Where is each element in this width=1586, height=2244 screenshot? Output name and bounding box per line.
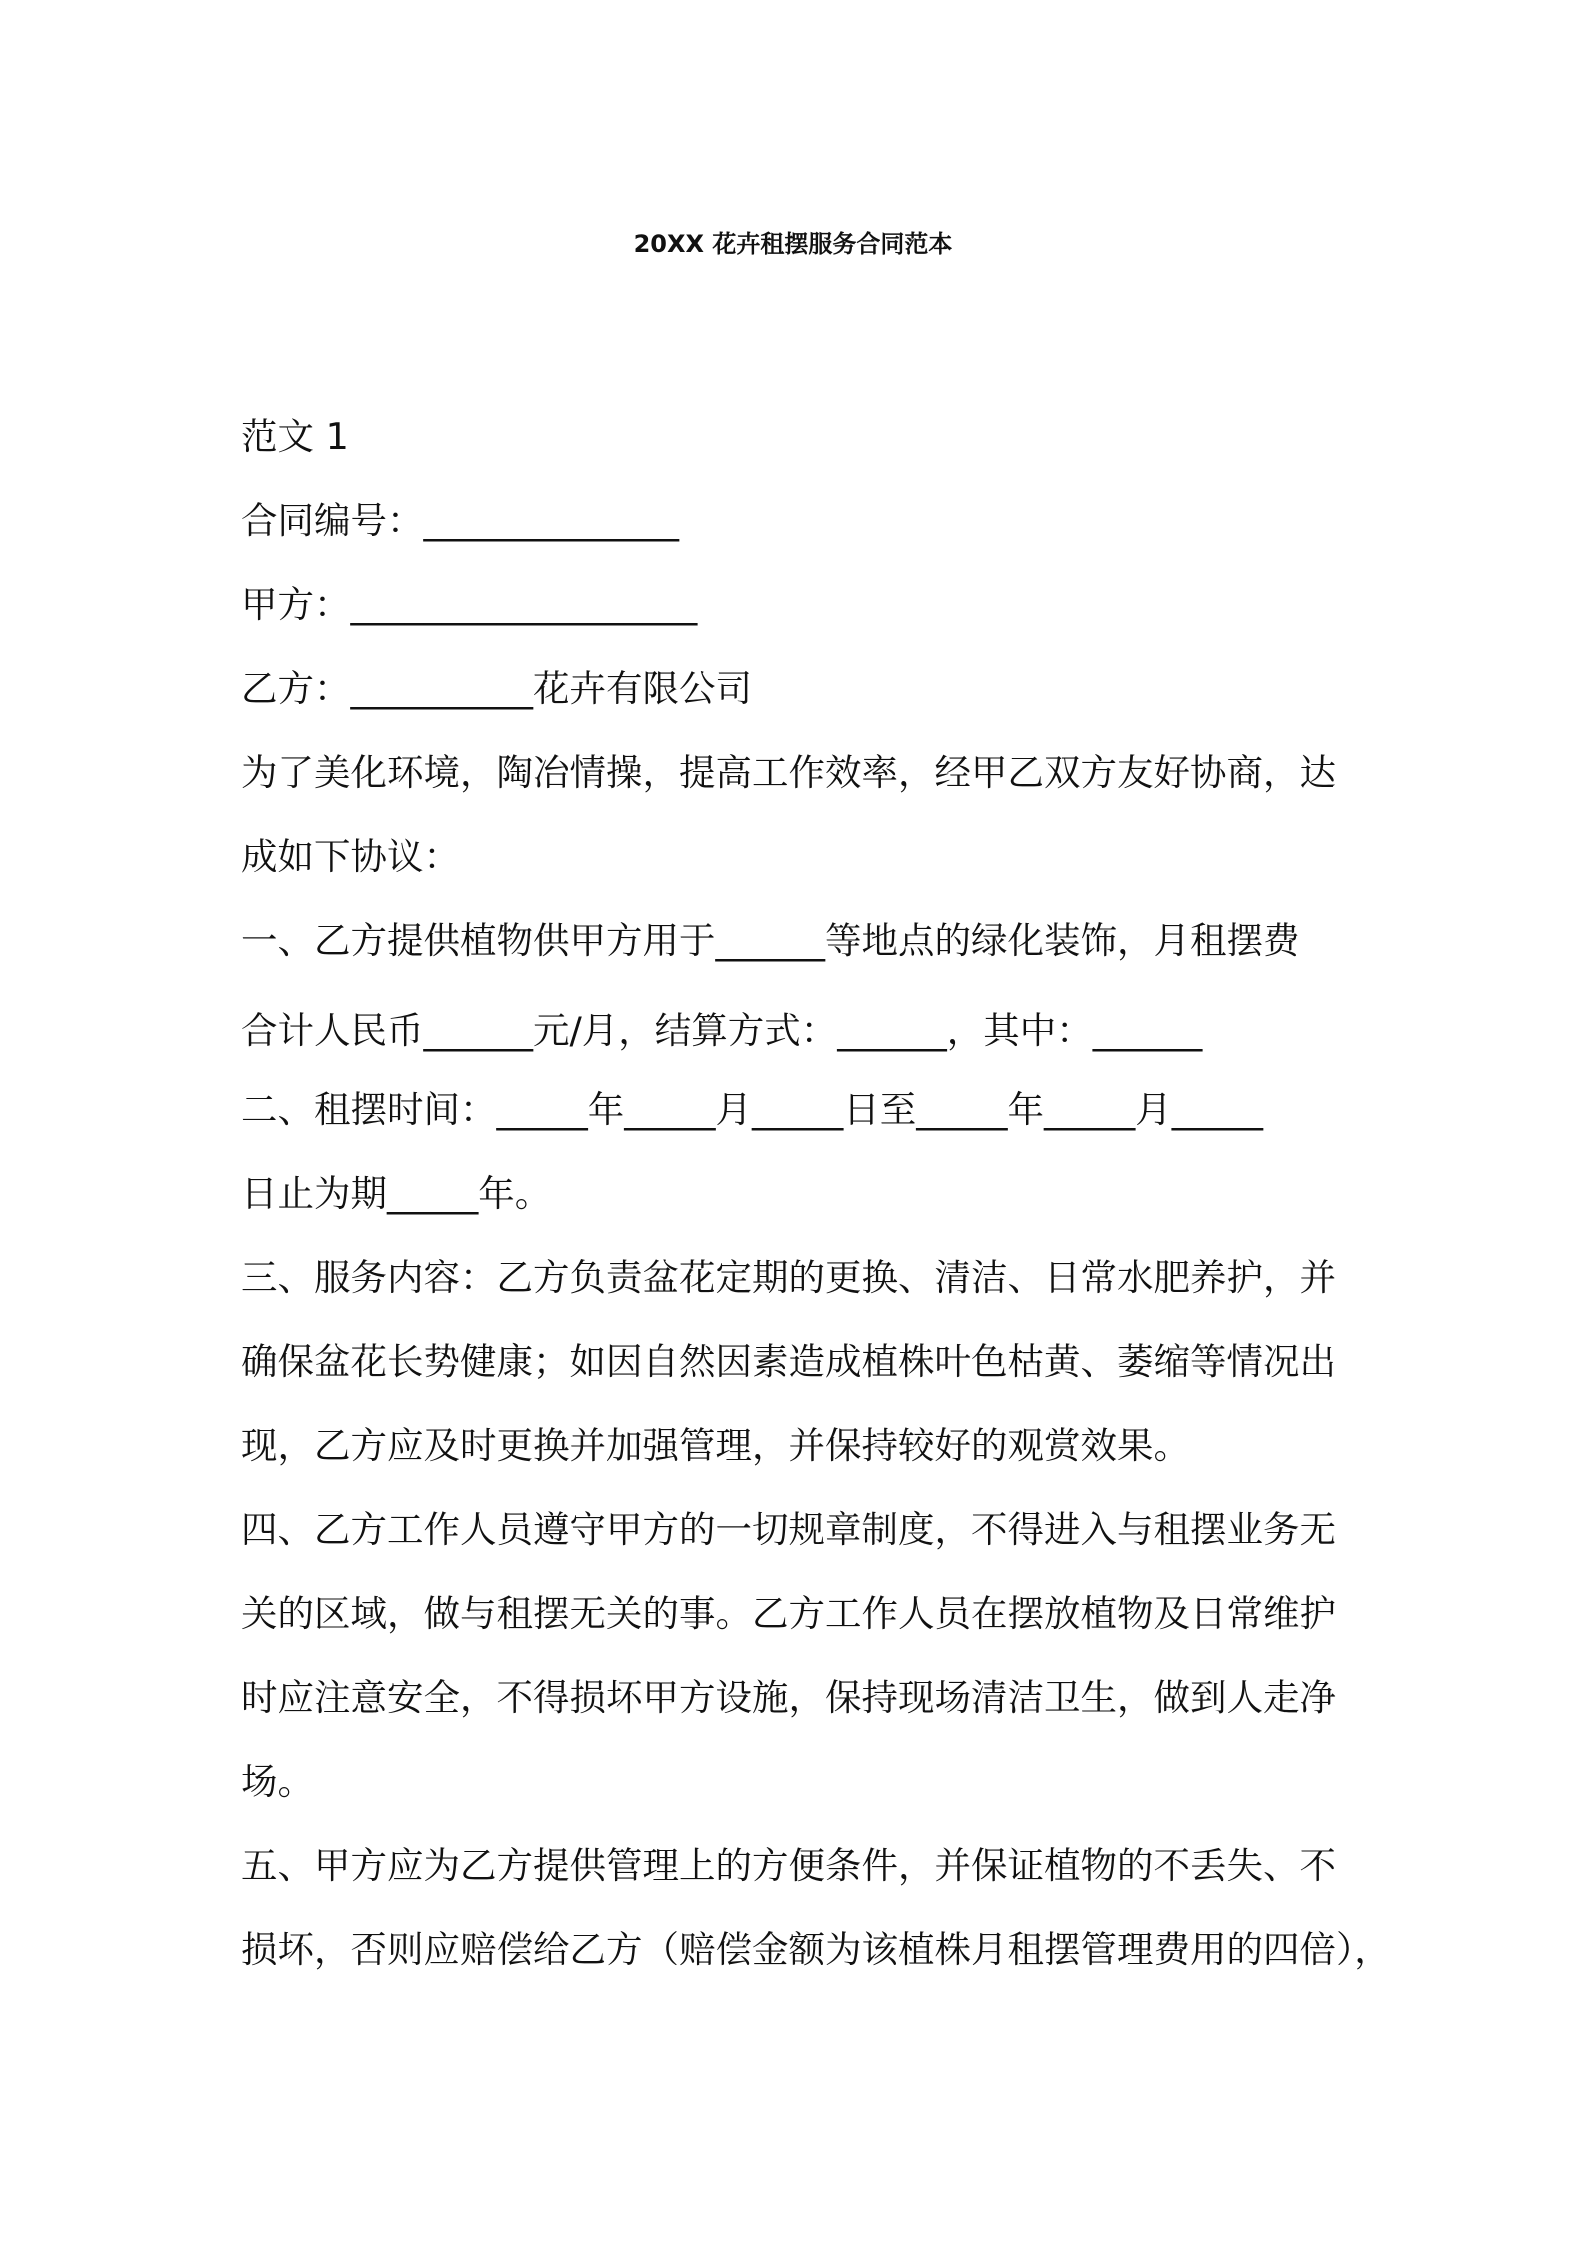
text-line-clause-5a: 五、甲方应为乙方提供管理上的方便条件，并保证植物的不丢失、不 [241, 1844, 1336, 1887]
text-line-party-b: 乙方：__________花卉有限公司 [241, 667, 752, 710]
text-line-clause-2b: 日止为期_____年。 [241, 1172, 552, 1215]
text-line-party-a: 甲方：___________________ [241, 583, 698, 626]
text-line-clause-3b: 确保盆花长势健康；如因自然因素造成植株叶色枯黄、萎缩等情况出 [241, 1340, 1336, 1383]
text-line-clause-1a: 一、乙方提供植物供甲方用于______等地点的绿化装饰，月租摆费 [241, 919, 1300, 962]
document-title: 20XX 花卉租摆服务合同范本 [633, 230, 953, 258]
text-line-clause-2a: 二、租摆时间：_____年_____月_____日至_____年_____月_____ [241, 1088, 1263, 1131]
text-line-clause-4a: 四、乙方工作人员遵守甲方的一切规章制度，不得进入与租摆业务无 [241, 1508, 1336, 1551]
text-line-clause-3a: 三、服务内容：乙方负责盆花定期的更换、清洁、日常水肥养护，并 [241, 1256, 1336, 1299]
text-line-preamble-2: 成如下协议： [241, 835, 460, 878]
text-line-clause-1b: 合计人民币______元/月，结算方式：______，其中：______ [241, 1009, 1203, 1052]
text-line-sample-number: 范文 1 [241, 415, 349, 458]
text-line-clause-4c: 时应注意安全，不得损坏甲方设施，保持现场清洁卫生，做到人走净 [241, 1676, 1336, 1719]
text-line-clause-5b: 损坏，否则应赔偿给乙方（赔偿金额为该植株月租摆管理费用的四倍）， [241, 1928, 1391, 1971]
text-line-clause-3c: 现，乙方应及时更换并加强管理，并保持较好的观赏效果。 [241, 1424, 1190, 1467]
text-line-preamble-1: 为了美化环境，陶冶情操，提高工作效率，经甲乙双方友好协商，达 [241, 751, 1336, 794]
text-line-clause-4d: 场。 [241, 1760, 314, 1803]
text-line-clause-4b: 关的区域，做与租摆无关的事。乙方工作人员在摆放植物及日常维护 [241, 1592, 1336, 1635]
text-line-contract-number: 合同编号：______________ [241, 499, 679, 542]
